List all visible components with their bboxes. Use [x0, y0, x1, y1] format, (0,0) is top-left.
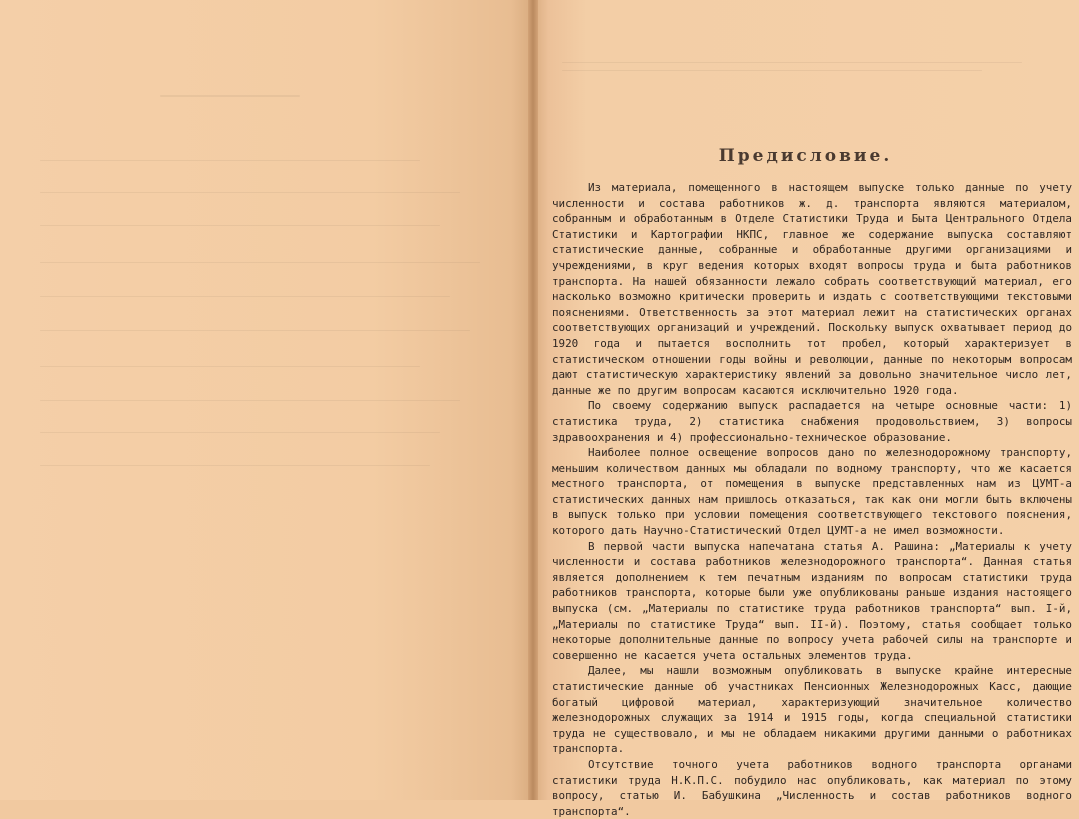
bleed-through-mark [40, 400, 460, 401]
paragraph: Отсутствие точного учета работников водного транспорта органами статистики труда Н.К.П.С. побудило нас опубликовать, как материал по этому вопросу, статью И. Бабушкина „Численность и состав работников водного транспорта“. [552, 757, 1072, 818]
paragraph: По своему содержанию выпуск распадается на четыре основные части: 1) статистика труда, 2) статистика снабжения продовольствием, 3) вопросы здравоохранения и 4) профессионально-техническое образование. [552, 399, 1072, 444]
paragraph: Из материала, помещенного в настоящем выпуске только данные по учету численности и состава работников ж. д. транспорта являются материалом, собранным и обработанным в Отделе Статистики Труда и Быта Центрального Отдела Статистики и Картографии НКПС, главное же содержание выпуска составляют статистические данные, собранные и обработанные другими организациями и учреждениями, в круг ведения которых входят вопросы труда и быта работников транспорта. На нашей обязанности лежало собрать соответствующий материал, его насколько возможно критически проверить и издать с соответствующими текстовыми пояснениями. Ответственность за этот материал лежит на статистических органах соответствующих организаций и учреждений. Поскольку выпуск охватывает период до 1920 года и пытается восполнить тот пробел, который характеризует в статистическом отношении годы войны и революции, данные по некоторым вопросам дают статистическую характеристику явлений за довольно значительное число лет, данные же по другим вопросам касаются исключительно 1920 года. [552, 181, 1072, 397]
bleed-through-mark [40, 296, 450, 297]
left-page [0, 0, 532, 800]
page-heading: Предисловие. [718, 146, 893, 166]
bleed-through-mark [40, 262, 480, 263]
paragraph: Наиболее полное освещение вопросов дано по железнодорожному транспорту, меньшим количеством данных мы обладали по водному транспорту, что же касается местного транспорта, от помещения в выпуске представленных нам из ЦУМТ-а статистических данных нам пришлось отказаться, так как они могли быть включены в выпуск только при условии помещения соответствующего текстового пояснения, которого дать Научно-Статистический Отдел ЦУМТ-а не имел возможности. [552, 446, 1072, 538]
bleed-through-mark [40, 465, 430, 466]
bleed-through-header [552, 58, 1052, 76]
right-page [532, 0, 1079, 818]
bleed-through-mark [40, 160, 420, 161]
bleed-through-mark [40, 225, 440, 226]
bleed-through-mark [40, 432, 440, 433]
bleed-through-mark [160, 95, 300, 97]
bleed-through-mark [40, 366, 420, 367]
bleed-through-mark [40, 330, 470, 331]
book-spine [528, 0, 538, 800]
body-text [552, 180, 1072, 819]
paragraph: В первой части выпуска напечатана статья А. Рашина: „Материалы к учету численности и состава работников железнодорожного транспорта“. Данная статья является дополнением к тем печатным изданиям по вопросам статистики труда работников транспорта, которые были уже опубликованы раньше издания настоящего выпуска (см. „Материалы по статистике труда работников транспорта“ вып. І-й, „Материалы по статистике Труда“ вып. ІІ-й). Поэтому, статья сообщает только некоторые дополнительные данные по вопросу учета рабочей силы на транспорте и совершенно не касается учета остальных элементов труда. [552, 539, 1072, 662]
bleed-through-mark [40, 192, 460, 193]
paragraph: Далее, мы нашли возможным опубликовать в выпуске крайне интересные статистические данные об участниках Пенсионных Железнодорожных Касс, дающие богатый цифровой материал, характеризующий значительное количество железнодорожных служащих за 1914 и 1915 годы, когда специальной статистики труда не существовало, и мы не обладаем никакими другими данными о работниках транспорта. [552, 664, 1072, 756]
